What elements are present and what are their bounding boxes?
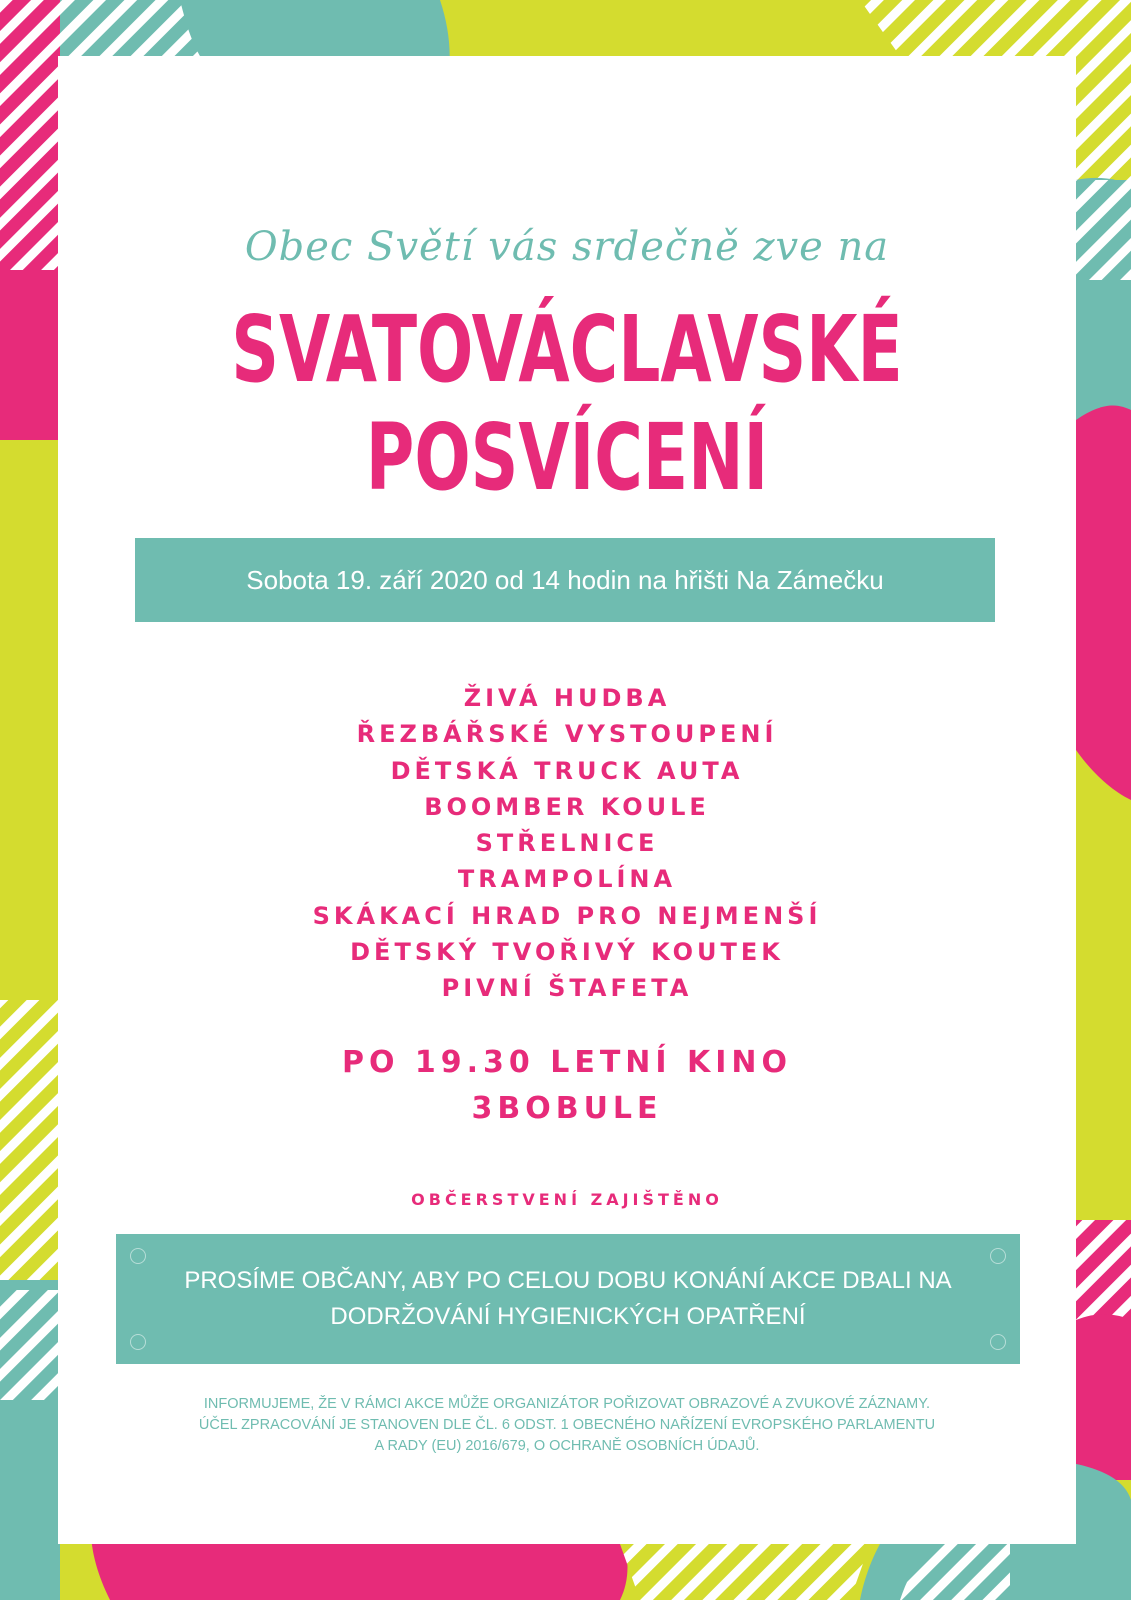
hygiene-notice-text: PROSÍME OBČANY, ABY PO CELOU DOBU KONÁNÍ AKCE DBALI NA DODRŽOVÁNÍ HYGIENICKÝCH OPATŘENÍ: [184, 1267, 952, 1330]
cinema-line-2: 3BOBULE: [471, 1091, 663, 1126]
stripe-teal-right: [1076, 180, 1131, 280]
event-title: [201, 296, 934, 512]
privacy-line-3: A RADY (EU) 2016/679, O OCHRANĚ OSOBNÍCH ÚDAJŮ.: [374, 1438, 760, 1454]
refreshments-note: OBČERSTVENÍ ZAJIŠTĚNO: [411, 1190, 723, 1209]
program-item: STŘELNICE: [475, 829, 659, 858]
program-item: TRAMPOLÍNA: [457, 865, 677, 894]
invitation-card: [58, 56, 1076, 1544]
event-title-line-1: SVATOVÁCLAVSKÉ: [231, 296, 903, 403]
date-text: Sobota 19. září 2020 od 14 hodin na hřišti Na Zámečku: [246, 564, 884, 595]
intro-text: Obec Světí vás srdečně zve na: [244, 224, 890, 270]
corner-dot-icon: [990, 1334, 1006, 1350]
program-list: [58, 680, 1076, 1007]
program-item: ŘEZBÁŘSKÉ VYSTOUPENÍ: [356, 720, 778, 749]
date-banner: [135, 538, 995, 622]
event-title-line-2: POSVÍCENÍ: [365, 404, 769, 511]
stripe-pink-right: [1076, 1220, 1131, 1330]
program-item: PIVNÍ ŠTAFETA: [441, 974, 693, 1003]
cinema-line-1: PO 19.30 LETNÍ KINO: [341, 1045, 793, 1080]
program-item: DĚTSKÝ TVOŘIVÝ KOUTEK: [350, 938, 784, 967]
program-item: ŽIVÁ HUDBA: [463, 684, 671, 712]
program-item: BOOMBER KOULE: [424, 792, 710, 821]
privacy-footer: [98, 1394, 1036, 1457]
stripe-lime-bottom: [620, 1544, 870, 1600]
hygiene-notice: [116, 1234, 1020, 1364]
program-item: SKÁKACÍ HRAD PRO NEJMENŠÍ: [312, 901, 822, 930]
corner-dot-icon: [130, 1334, 146, 1350]
program-item: DĚTSKÁ TRUCK AUTA: [390, 756, 744, 785]
blob-pink-left: [0, 270, 60, 440]
blob-pink-right: [1076, 406, 1131, 800]
blob-pink-bottomright: [1076, 1314, 1131, 1480]
privacy-line-1: INFORMUJEME, ŽE V RÁMCI AKCE MŮŽE ORGANIZÁTOR POŘIZOVAT OBRAZOVÉ A ZVUKOVÉ ZÁZNAMY.: [203, 1396, 931, 1412]
privacy-line-2: ÚČEL ZPRACOVÁNÍ JE STANOVEN DLE ČL. 6 ODST. 1 OBECNÉHO NAŘÍZENÍ EVROPSKÉHO PARLAMENTU: [198, 1417, 936, 1433]
stripe-teal-bottomleft: [0, 1290, 60, 1400]
corner-dot-icon: [990, 1248, 1006, 1264]
cinema-announcement: [58, 1040, 1076, 1132]
stripe-lime-left: [0, 1000, 60, 1300]
corner-dot-icon: [130, 1248, 146, 1264]
